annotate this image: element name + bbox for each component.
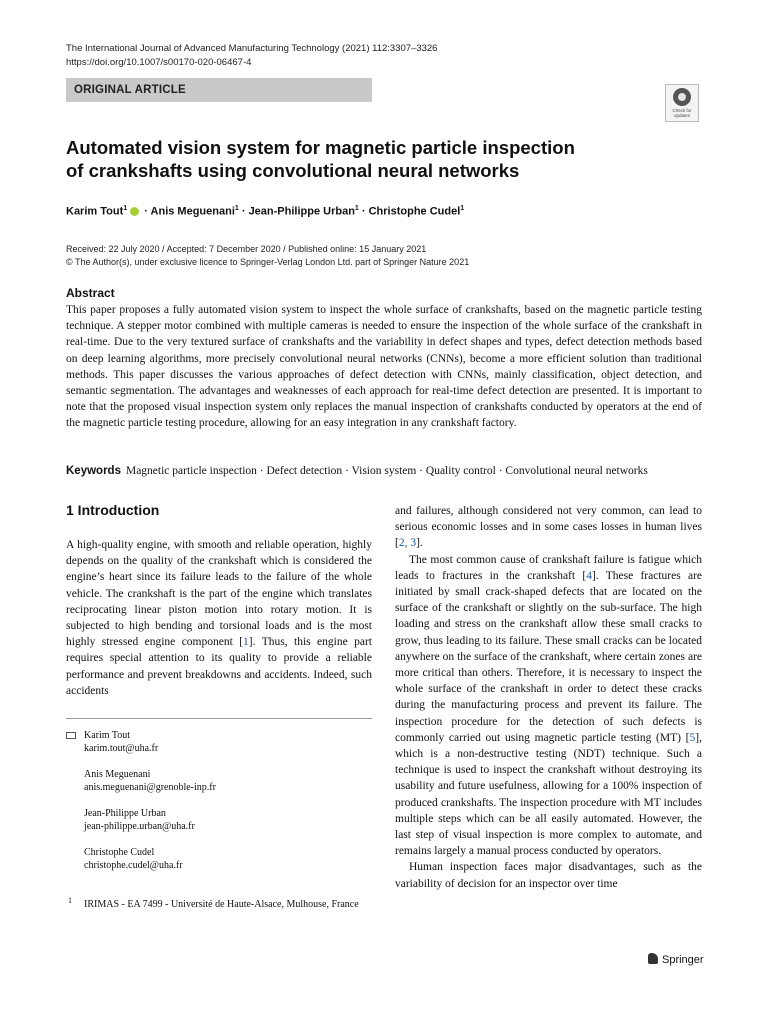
author-list	[66, 205, 464, 218]
paragraph-text: ]. Thus, this engine part requires special attention to its quality to provide a reliable performance and prevent breakdowns and accidents. Indeed, such accidents	[66, 636, 372, 697]
dates-line: Received: 22 July 2020 / Accepted: 7 December 2020 / Published online: 15 January 2021	[66, 244, 427, 254]
author-separator: ·	[141, 205, 151, 218]
contact-name: Jean-Philippe Urban	[84, 808, 166, 819]
paragraph-text: ].	[416, 537, 423, 550]
section-heading-introduction: 1 Introduction	[66, 502, 160, 518]
doi-link[interactable]: https://doi.org/10.1007/s00170-020-06467-4	[66, 57, 252, 68]
article-type-banner: ORIGINAL ARTICLE	[66, 78, 372, 102]
footnote-divider	[66, 718, 372, 719]
author-separator: ·	[238, 205, 249, 218]
paragraph-text: ]. These fractures are initiated by small crack-shaped defects that are located on the surface of the crankshaft or slightly on the sub-surface. The high loading and stress on the crankshaft allow these small cracks to grow, thus leading to its failure. These small cracks can be located anywhere on the surface of the crankshaft, where certain zones are more critical than others. Therefore, it is necessary to inspect the whole surface of the crankshaft in order to detect these cracks during the manufacturing process and prevent its failure. The inspection procedure for the detection of such defects is commonly carried out using magnetic particle testing (MT) [	[395, 569, 703, 744]
paragraph-text: A high-quality engine, with smooth and reliable operation, highly depends on the quality of the crankshaft which is considered the engine’s heart since its failure leads to the failure of the whole vehicle. The crankshaft is the part of the engine which translates reciprocating linear piston motion into rotary motion. It is subjected to high bending and torsional loads and is the most highly stressed engine component [	[66, 539, 372, 649]
contact-name: Anis Meguenani	[84, 769, 151, 780]
contact-name: Christophe Cudel	[84, 847, 155, 858]
publication-dates	[66, 243, 469, 269]
contact-block	[84, 807, 195, 833]
contact-email[interactable]: anis.meguenani@grenoble-inp.fr	[84, 782, 216, 793]
author-name[interactable]: Jean-Philippe Urban	[248, 205, 355, 218]
intro-paragraph	[66, 537, 372, 699]
citation-link[interactable]: 1	[243, 636, 249, 649]
publisher-logo	[648, 953, 704, 966]
paragraph-text: and failures, although considered not very common, can lead to serious economic losses and in some cases losses in human lives [	[395, 505, 702, 550]
affiliation-text: IRIMAS - EA 7499 - Université de Haute-Alsace, Mulhouse, France	[84, 899, 359, 910]
contact-email[interactable]: jean-philippe.urban@uha.fr	[84, 821, 195, 832]
journal-citation: The International Journal of Advanced Manufacturing Technology (2021) 112:3307–3326	[66, 43, 438, 54]
check-updates-label-1: Check for	[672, 108, 692, 113]
contact-block	[84, 729, 158, 755]
citation-link[interactable]: 5	[689, 731, 696, 744]
author-name[interactable]: Christophe Cudel	[368, 205, 461, 218]
paragraph-text: Human inspection faces major disadvantages, such as the variability of decision for an inspector over time	[395, 861, 702, 890]
intro-paragraph	[395, 859, 702, 891]
author-separator: ·	[358, 205, 369, 218]
intro-right-column	[395, 503, 702, 892]
intro-paragraph	[395, 503, 702, 552]
affiliation-number: 1	[68, 896, 72, 905]
contact-block	[84, 768, 216, 794]
paragraph-text: ], which is a non-destructive testing (NDT) technique. Such a technique is used to inspect the crankshaft without destroying its usability and future usefulness, allowing for a 100% inspection of produced crankshafts. The inspection procedure with MT includes multiple steps which can be all easily automated. However, the last step of visual inspection is more complex to automate, and remains largely a manual process conducted by operators.	[395, 731, 702, 858]
springer-horse-icon	[648, 953, 658, 964]
contact-email[interactable]: karim.tout@uha.fr	[84, 743, 159, 754]
title-line-1: Automated vision system for magnetic particle inspection	[66, 137, 575, 158]
author-affil-marker: 1	[354, 205, 359, 212]
check-updates-label-2: updates	[673, 113, 690, 118]
author-affil-marker: 1	[460, 205, 465, 212]
paragraph-text: The most common cause of crankshaft failure is fatigue which leads to fractures in the crankshaft [	[395, 553, 702, 582]
contact-email[interactable]: christophe.cudel@uha.fr	[84, 860, 183, 871]
author-affil-marker: 1	[123, 205, 128, 212]
abstract-text: This paper proposes a fully automated vision system to inspect the whole surface of crankshafts, based on the magnetic particle testing technique. A stepper motor combined with multiple cameras is needed to ensure the inspection of the whole surface of the crankshaft in real-time. Due to the very textured surface of crankshafts and the variability in defect shapes and types, defect detection methods based on deep learning algorithms, more precisely convolutional neural networks (CNNs), become a more efficient solution than traditional methods. This paper discusses the various approaches of defect detection with CNNs, mainly classification, object detection, and semantic segmentation. The advantages and weaknesses of each approach for real-time defect detection are presented. It is important to note that the proposed visual inspection system only replaces the manual inspection of crankshafts conducted by operators at the end of the magnetic particle testing procedure, allowing for an easy integration in any crankshaft factory.	[66, 304, 702, 430]
article-title	[66, 136, 626, 182]
check-updates-icon	[673, 88, 691, 106]
abstract-heading: Abstract	[66, 286, 115, 300]
keywords-line	[66, 465, 706, 477]
author-affil-marker: 1	[234, 205, 239, 212]
citation-link[interactable]: 2, 3	[398, 537, 417, 550]
author-name[interactable]: Karim Tout	[66, 205, 124, 218]
intro-paragraph	[395, 552, 702, 860]
citation-link[interactable]: 4	[586, 569, 592, 582]
envelope-icon	[66, 732, 76, 739]
contact-name: Karim Tout	[84, 730, 131, 741]
orcid-icon[interactable]	[130, 207, 139, 216]
check-for-updates-badge[interactable]	[665, 84, 699, 122]
keywords-heading: Keywords	[66, 465, 121, 477]
publisher-name: Springer	[662, 954, 704, 966]
author-name[interactable]: Anis Meguenani	[150, 205, 235, 218]
title-line-2: of crankshafts using convolutional neural networks	[66, 160, 520, 181]
keywords-text: Magnetic particle inspection · Defect detection · Vision system · Quality control · Convolutional neural networks	[125, 465, 648, 477]
contact-block	[84, 846, 183, 872]
intro-left-column	[66, 537, 372, 699]
copyright-line: © The Author(s), under exclusive licence to Springer-Verlag London Ltd. part of Springer Nature 2021	[66, 257, 470, 267]
